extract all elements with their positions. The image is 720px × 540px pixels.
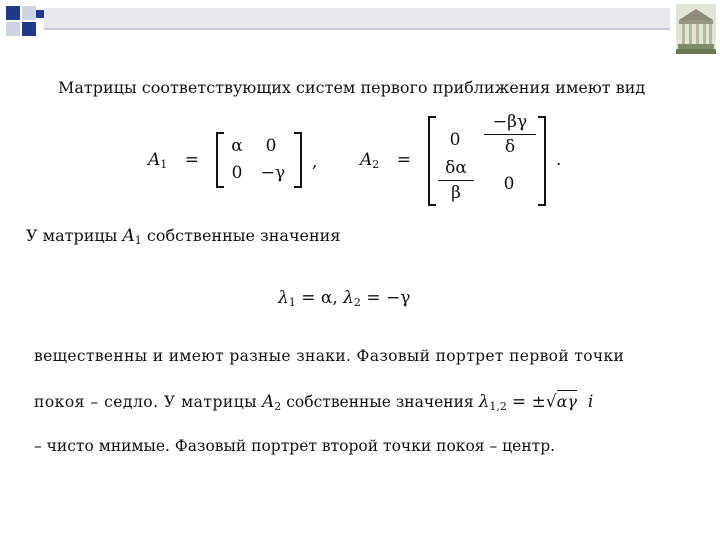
matrix-a2-left-bracket [428,116,436,206]
plus-minus: = ± [511,392,546,412]
lambda2-value: = −γ [366,288,411,308]
lambda2-index: 2 [353,296,361,309]
fraction-line [484,134,536,135]
matrix-a2-trailing-period: . [556,150,562,170]
sqrt-sign: √ [545,392,557,412]
matrix-a2-cell-11: 0 [449,130,461,150]
paragraph1-matrix-index: 1 [134,234,142,247]
sqrt-argument: αγ [556,392,577,411]
matrix-a1-equals: = [184,150,199,170]
header-rule [44,28,670,30]
paragraph2-line2-mid: собственные значения [286,393,474,411]
intro-text: Матрицы соответствующих систем первого приближения имеют вид [58,78,646,97]
matrix-a2-cell-21 [438,158,474,203]
paragraph1-prefix: У матрицы [26,226,118,245]
eigenvalues-a1 [278,288,410,309]
lambda1-index: 1 [288,296,296,309]
corner-square-light-2 [6,22,20,36]
matrix-a1-cell-22: −γ [260,163,286,183]
matrix-a1-trailing-comma: , [312,152,318,172]
matrix-a2-right-bracket [538,116,546,206]
paragraph2-line2-prefix: покоя – седло. У матрицы [34,393,258,411]
corner-square-small [36,10,44,18]
paragraph1-matrix-name: A [122,226,135,246]
matrix-a2-cell-22: 0 [503,174,515,194]
paragraph2-line1: вещественны и имеют разные знаки. Фазовый портрет первой точки [34,347,625,365]
matrix-a1-index: 1 [160,158,168,171]
header-stripe [44,8,670,28]
matrix-a2-name: A [360,150,373,170]
corner-square-light [22,6,36,20]
matrix-a2-equals: = [396,150,411,170]
corner-square-dark [6,6,20,20]
paragraph2-line3: – чисто мнимые. Фазовый портрет второй точки покоя – центр. [34,437,556,455]
lambda1-symbol: λ [278,288,289,308]
fraction-line [438,180,474,181]
matrix-a1-left-bracket [216,132,224,188]
paragraph1-suffix: собственные значения [146,226,341,245]
matrix-a2-cell-12-numerator: −βγ [492,112,528,132]
matrix-a2-cell-12 [484,112,536,157]
matrix-a2-index: 2 [372,158,380,171]
corner-square-dark-2 [22,22,36,36]
paragraph1 [26,226,340,247]
matrix-a2-label [360,150,411,171]
matrix-a1-label [148,150,199,171]
paragraph2-matrix-name: A [262,392,275,412]
matrix-a1-right-bracket [294,132,302,188]
lambda12-index: 1,2 [489,400,507,413]
matrix-a1-name: A [148,150,161,170]
temple-logo-icon [676,4,716,54]
lambda2-symbol: λ [343,288,354,308]
matrix-a2-cell-21-denominator: β [451,183,461,203]
imaginary-unit: i [587,392,594,412]
lambda1-value: = α, [301,288,338,308]
matrix-a1-cell-11: α [231,136,243,156]
matrix-a2-cell-21-numerator: δα [445,158,467,178]
matrix-a1-cell-21: 0 [231,163,243,183]
paragraph2-line2 [34,392,593,413]
lambda12-symbol: λ [478,392,490,412]
paragraph2-matrix-index: 2 [274,400,282,413]
matrix-a2-cell-12-denominator: δ [504,137,516,157]
matrix-a1-cell-12: 0 [265,136,277,156]
